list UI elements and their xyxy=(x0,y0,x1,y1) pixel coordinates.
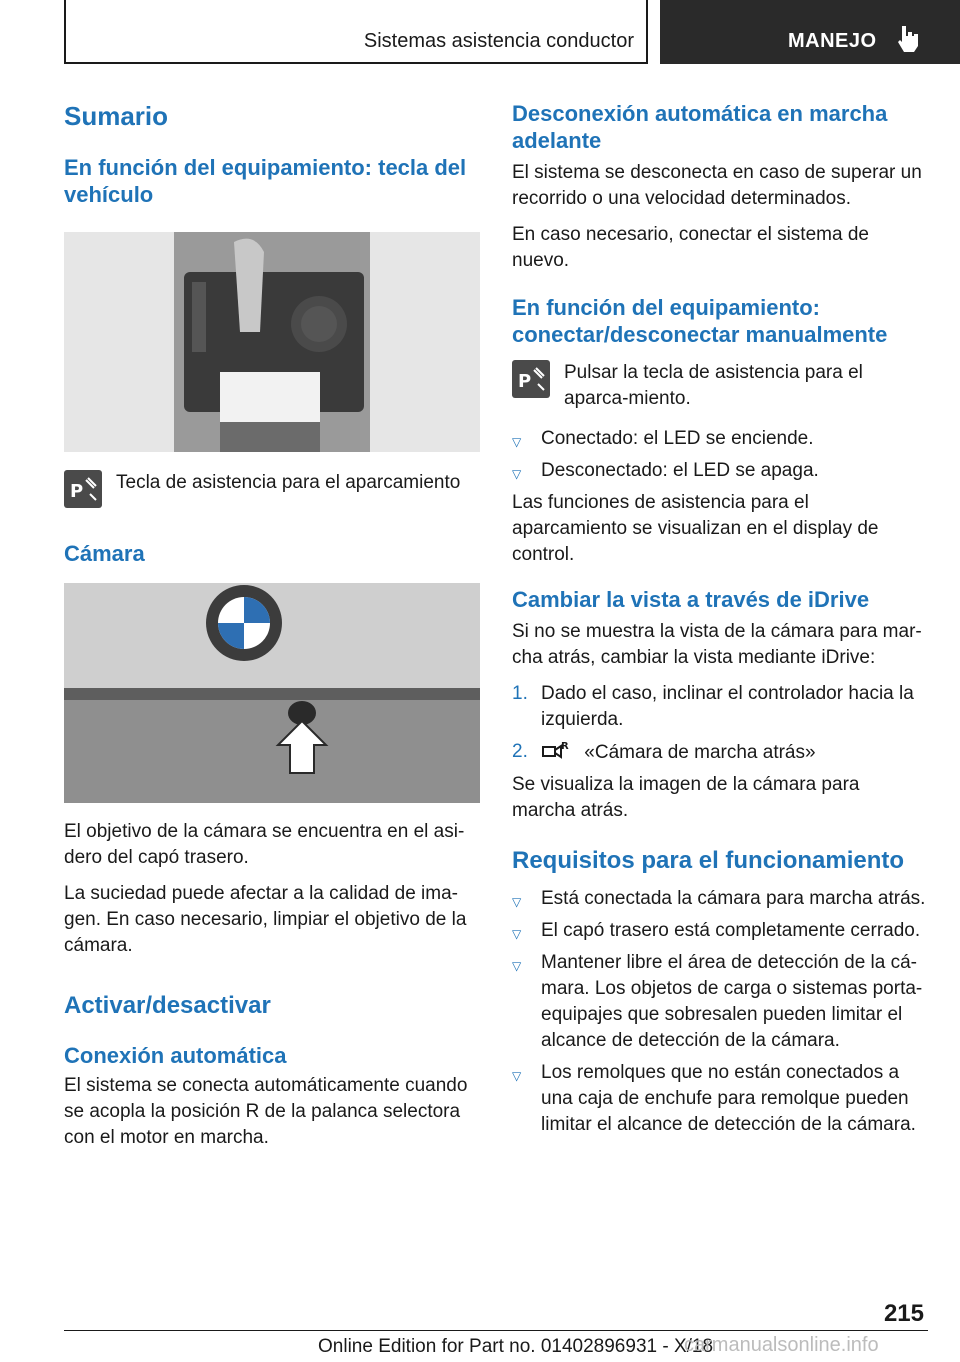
park-assist-icon xyxy=(512,360,550,398)
list-item: ▽ Mantener libre el área de detección de la cá-mara. Los objetos de carga o sistemas porta-equipajes que sobresalen pueden limitar el alcance de detección de la cámara. xyxy=(512,952,923,1051)
left-column xyxy=(64,100,480,1151)
manual-paragraph: Las funciones de asistencia para el aparcamiento se visualizan en el display de control. xyxy=(512,492,879,565)
sumario-heading: Sumario xyxy=(64,101,169,131)
desconexion-paragraph-1: El sistema se desconecta en caso de superar un recorrido o una velocidad determinados. xyxy=(512,162,922,209)
svg-text:P: P xyxy=(70,481,84,502)
idrive-heading: Cambiar la vista a través de iDrive xyxy=(512,587,870,612)
gear-console-photo xyxy=(64,232,480,452)
triangle-bullet-icon: ▽ xyxy=(512,467,522,481)
park-assist-icon xyxy=(64,470,102,508)
rear-camera-icon xyxy=(541,739,569,761)
requisitos-list xyxy=(512,886,928,1138)
triangle-bullet-icon: ▽ xyxy=(512,927,522,941)
rear-camera-illustration xyxy=(64,583,480,803)
triangle-bullet-icon: ▽ xyxy=(512,959,522,973)
manual-caption-text: Pulsar la tecla de asistencia para el aparca-miento. xyxy=(564,362,863,409)
list-item: ▽ Conectado: el LED se enciende. xyxy=(512,428,814,449)
camara-paragraph-2: La suciedad puede afectar a la calidad de ima-gen. En caso necesario, limpiar el objetivo de la cámara. xyxy=(64,883,467,956)
footer-divider xyxy=(64,1330,928,1331)
page-number: 215 xyxy=(883,1300,924,1327)
desconexion-heading: Desconexión automática en marcha adelante xyxy=(512,101,888,153)
list-item: ▽ Desconectado: el LED se apaga. xyxy=(512,460,819,481)
list-item: 2. R «Cámara de marcha atrás» xyxy=(512,741,816,763)
manual-list xyxy=(512,426,928,484)
header-section-title: Sistemas asistencia conductor xyxy=(363,30,634,52)
manual-caption xyxy=(512,360,928,412)
pointing-hand-icon xyxy=(896,24,922,54)
triangle-bullet-icon: ▽ xyxy=(512,435,522,449)
idrive-paragraph-2: Se visualiza la imagen de la cámara para marcha atrás. xyxy=(512,774,860,821)
list-item: ▽ Los remolques que no están conectados a una caja de enchufe para remolque pueden limitar el alcance de detección de la cámara. xyxy=(512,1062,916,1135)
requisitos-heading: Requisitos para el funcionamiento xyxy=(512,847,905,874)
watermark: carmanualsonline.info xyxy=(684,1334,879,1356)
triangle-bullet-icon: ▽ xyxy=(512,1069,522,1083)
idrive-steps xyxy=(512,681,928,766)
svg-text:R: R xyxy=(561,741,569,752)
list-item: ▽ El capó trasero está completamente cerrado. xyxy=(512,920,921,941)
svg-text:P: P xyxy=(518,371,532,392)
activar-heading: Activar/desactivar xyxy=(64,992,271,1019)
tecla-caption xyxy=(64,470,480,508)
desconexion-paragraph-2: En caso necesario, conectar el sistema de nuevo. xyxy=(512,224,869,271)
conexion-heading: Conexión automática xyxy=(64,1043,287,1068)
camara-paragraph-1: El objetivo de la cámara se encuentra en el asi-dero del capó trasero. xyxy=(64,821,465,868)
header-section-box xyxy=(64,0,648,64)
rear-camera-photo xyxy=(64,583,480,803)
conexion-paragraph: El sistema se conecta automáticamente cuando se acopla la posición R de la palanca selectora con el motor en marcha. xyxy=(64,1075,468,1148)
tecla-caption-text: Tecla de asistencia para el aparcamiento xyxy=(116,472,461,493)
triangle-bullet-icon: ▽ xyxy=(512,895,522,909)
header-chapter-tab[interactable] xyxy=(660,0,960,64)
right-column xyxy=(512,100,928,1138)
gear-console-illustration xyxy=(64,232,480,452)
camara-heading: Cámara xyxy=(64,541,145,566)
manual-heading: En función del equipamiento: conectar/desconectar manualmente xyxy=(512,295,888,347)
tecla-heading: En función del equipamiento: tecla del vehículo xyxy=(64,155,467,207)
header-chapter-title: MANEJO xyxy=(788,30,877,52)
footer-edition: Online Edition for Part no. 01402896931 - X/18 xyxy=(318,1336,714,1357)
list-item: ▽ Está conectada la cámara para marcha atrás. xyxy=(512,888,926,909)
list-item: 1. Dado el caso, inclinar el controlador hacia la izquierda. xyxy=(512,683,914,730)
idrive-paragraph: Si no se muestra la vista de la cámara para mar-cha atrás, cambiar la vista mediante iDrive: xyxy=(512,621,922,668)
